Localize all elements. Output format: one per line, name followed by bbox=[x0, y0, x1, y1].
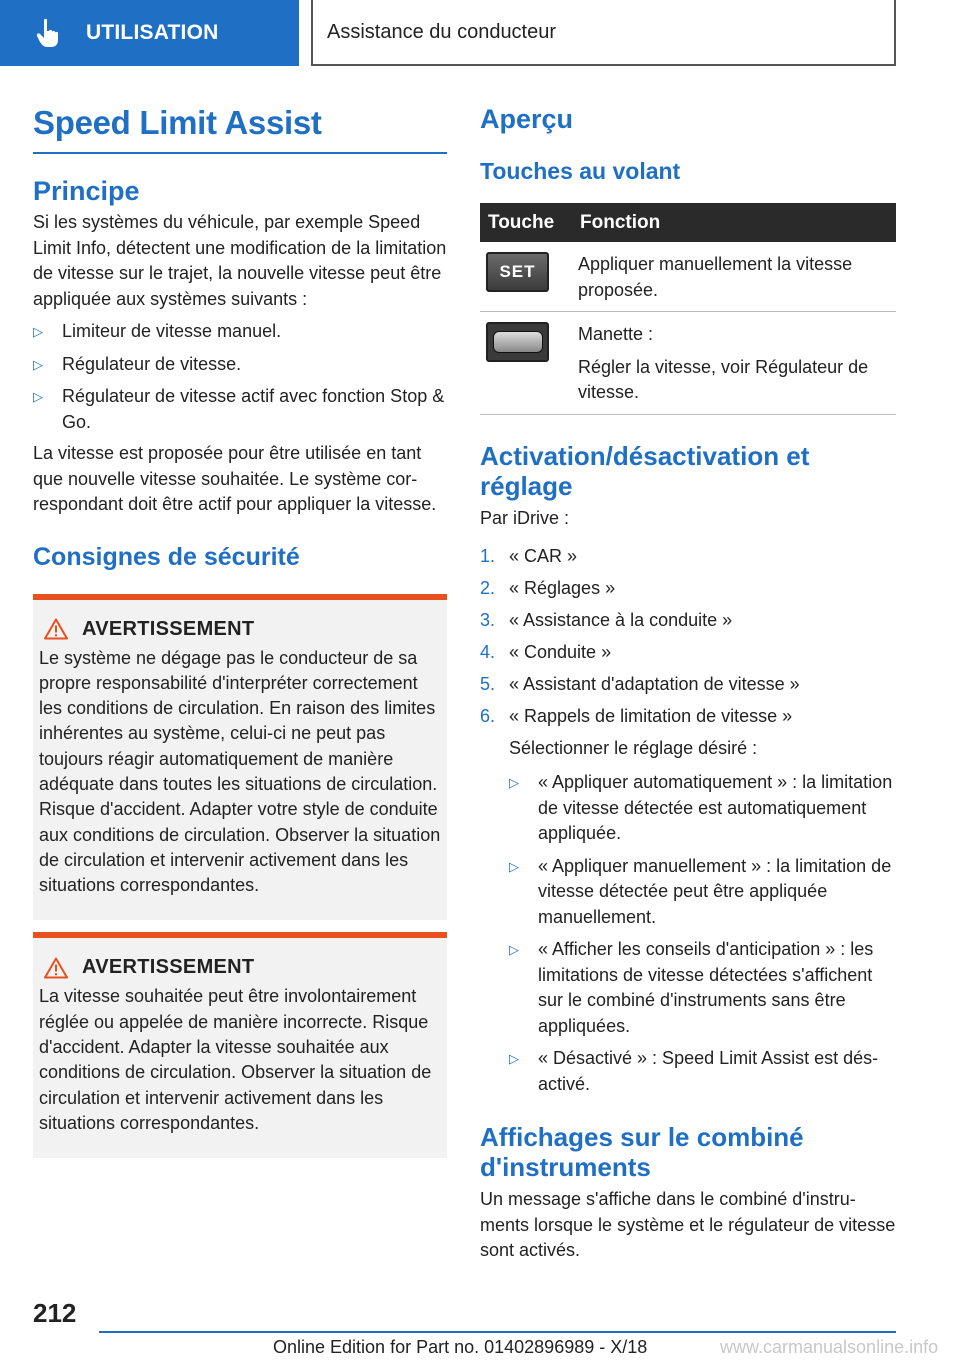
principe-outro: La vitesse est proposée pour être utilisée en tant que nouvelle vitesse souhaitée. Le système correspondant doit être actif pour appliquer la vitesse. bbox=[33, 443, 437, 514]
affichages-heading: Affichages sur le combiné d'instruments bbox=[480, 1122, 804, 1182]
activation-intro: Par iDrive : bbox=[480, 507, 570, 528]
principe-intro: Si les systèmes du véhicule, par exemple Speed Limit Info, détectent une modification de la limitation de vitesse sur le trajet, la nouvelle vitesse peut être appliquée aux systèmes suivants : bbox=[33, 212, 447, 309]
keys-table bbox=[480, 203, 896, 415]
section-tab bbox=[0, 0, 299, 66]
warning-triangle-icon bbox=[44, 618, 68, 640]
list-item: 2. « Réglages » bbox=[480, 578, 616, 598]
table-row bbox=[480, 312, 896, 415]
right-column bbox=[480, 96, 896, 1264]
warning-box bbox=[33, 594, 447, 921]
warning-text: La vitesse souhaitée peut être involontairement réglée ou appelée de manière incorrecte. Risque d'accident. Adapter la vitesse souhaitée aux conditions de circulation. Observer la situation de circulation et intervenir activement dans les situations correspondantes. bbox=[39, 986, 432, 1133]
table-header: Touche bbox=[480, 203, 572, 242]
table-cell bbox=[572, 312, 896, 415]
principe-list bbox=[33, 319, 447, 435]
left-column bbox=[33, 96, 447, 1158]
list-item: 1. « CAR » bbox=[480, 546, 578, 566]
affichages-text: Un message s'affiche dans le combiné d'instruments lorsque le système et le régulateur de vitesse sont activés. bbox=[480, 1189, 896, 1260]
touches-heading: Touches au volant bbox=[480, 158, 681, 184]
footer-divider bbox=[99, 1331, 896, 1333]
list-item: ▷ « Appliquer automatiquement » : la limitation de vitesse détectée est automatiquement appliquée. bbox=[509, 770, 896, 847]
list-item: ▷ « Désactivé » : Speed Limit Assist est désactivé. bbox=[509, 1046, 896, 1097]
table-header: Fonction bbox=[572, 203, 896, 242]
chapter-tab bbox=[311, 0, 896, 66]
rocker-switch-icon bbox=[486, 322, 549, 362]
function-label: Manette : bbox=[578, 324, 654, 344]
list-item: 5. « Assistant d'adaptation de vitesse » bbox=[480, 674, 800, 694]
warning-title: AVERTISSEMENT bbox=[82, 956, 255, 979]
warning-triangle-icon bbox=[44, 957, 68, 979]
consignes-heading: Consignes de sécurité bbox=[33, 542, 300, 571]
list-item: ▷ Limiteur de vitesse manuel. bbox=[33, 319, 447, 345]
page-title: Speed Limit Assist bbox=[33, 96, 447, 154]
function-detail: Régler la vitesse, voir Régulateur de vitesse. bbox=[578, 356, 869, 402]
table-cell: Appliquer manuellement la vitesse proposée. bbox=[572, 242, 896, 312]
chapter-title: Assistance du conducteur bbox=[327, 20, 557, 43]
warning-text: Le système ne dégage pas le conducteur de sa propre responsabilité d'interpréter correctement les conditions de circulation. En raison des limites inhérentes au système, celui-ci ne peut pas toujours réagir automatiquement de manière adéquate dans toutes les situations de circulation. Risque d'accident. Adapter votre style de conduite aux conditions de circulation. Observer la situation de circulation et intervenir activement dans les situations correspondantes. bbox=[39, 647, 441, 896]
list-item: ▷ Régulateur de vitesse actif avec fonction Stop & Go. bbox=[33, 384, 447, 435]
section-label: UTILISATION bbox=[86, 21, 219, 44]
list-item: ▷ « Appliquer manuellement » : la limitation de vitesse détectée peut être appliquée manuellement. bbox=[509, 854, 896, 931]
list-item: ▷ « Afficher les conseils d'anticipation » : les limitations de vitesse détectées s'affichent sur le combiné d'instruments sans être appliquées. bbox=[509, 937, 896, 1039]
activation-heading: Activation/désactivation et réglage bbox=[480, 440, 810, 501]
footer-edition: Online Edition for Part no. 01402896989 - X/18 bbox=[273, 1337, 648, 1357]
list-item: 4. « Conduite » bbox=[480, 642, 612, 662]
set-button-icon: SET bbox=[486, 252, 549, 292]
options-list bbox=[509, 770, 896, 1097]
list-item: ▷ Régulateur de vitesse. bbox=[33, 352, 447, 378]
apercu-heading: Aperçu bbox=[480, 104, 574, 134]
steps-list bbox=[480, 544, 896, 730]
table-row bbox=[480, 242, 896, 312]
page-number: 212 bbox=[33, 1298, 77, 1328]
principe-heading: Principe bbox=[33, 176, 140, 206]
hand-pointer-icon bbox=[36, 18, 62, 48]
warning-title: AVERTISSEMENT bbox=[82, 617, 255, 640]
warning-box bbox=[33, 932, 447, 1158]
select-text: Sélectionner le réglage désiré : bbox=[509, 737, 758, 758]
footer-watermark: www.carmanualsonline.info bbox=[720, 1337, 939, 1357]
list-item: 3. « Assistance à la conduite » bbox=[480, 610, 733, 630]
list-item: 6. « Rappels de limitation de vitesse » bbox=[480, 706, 793, 726]
